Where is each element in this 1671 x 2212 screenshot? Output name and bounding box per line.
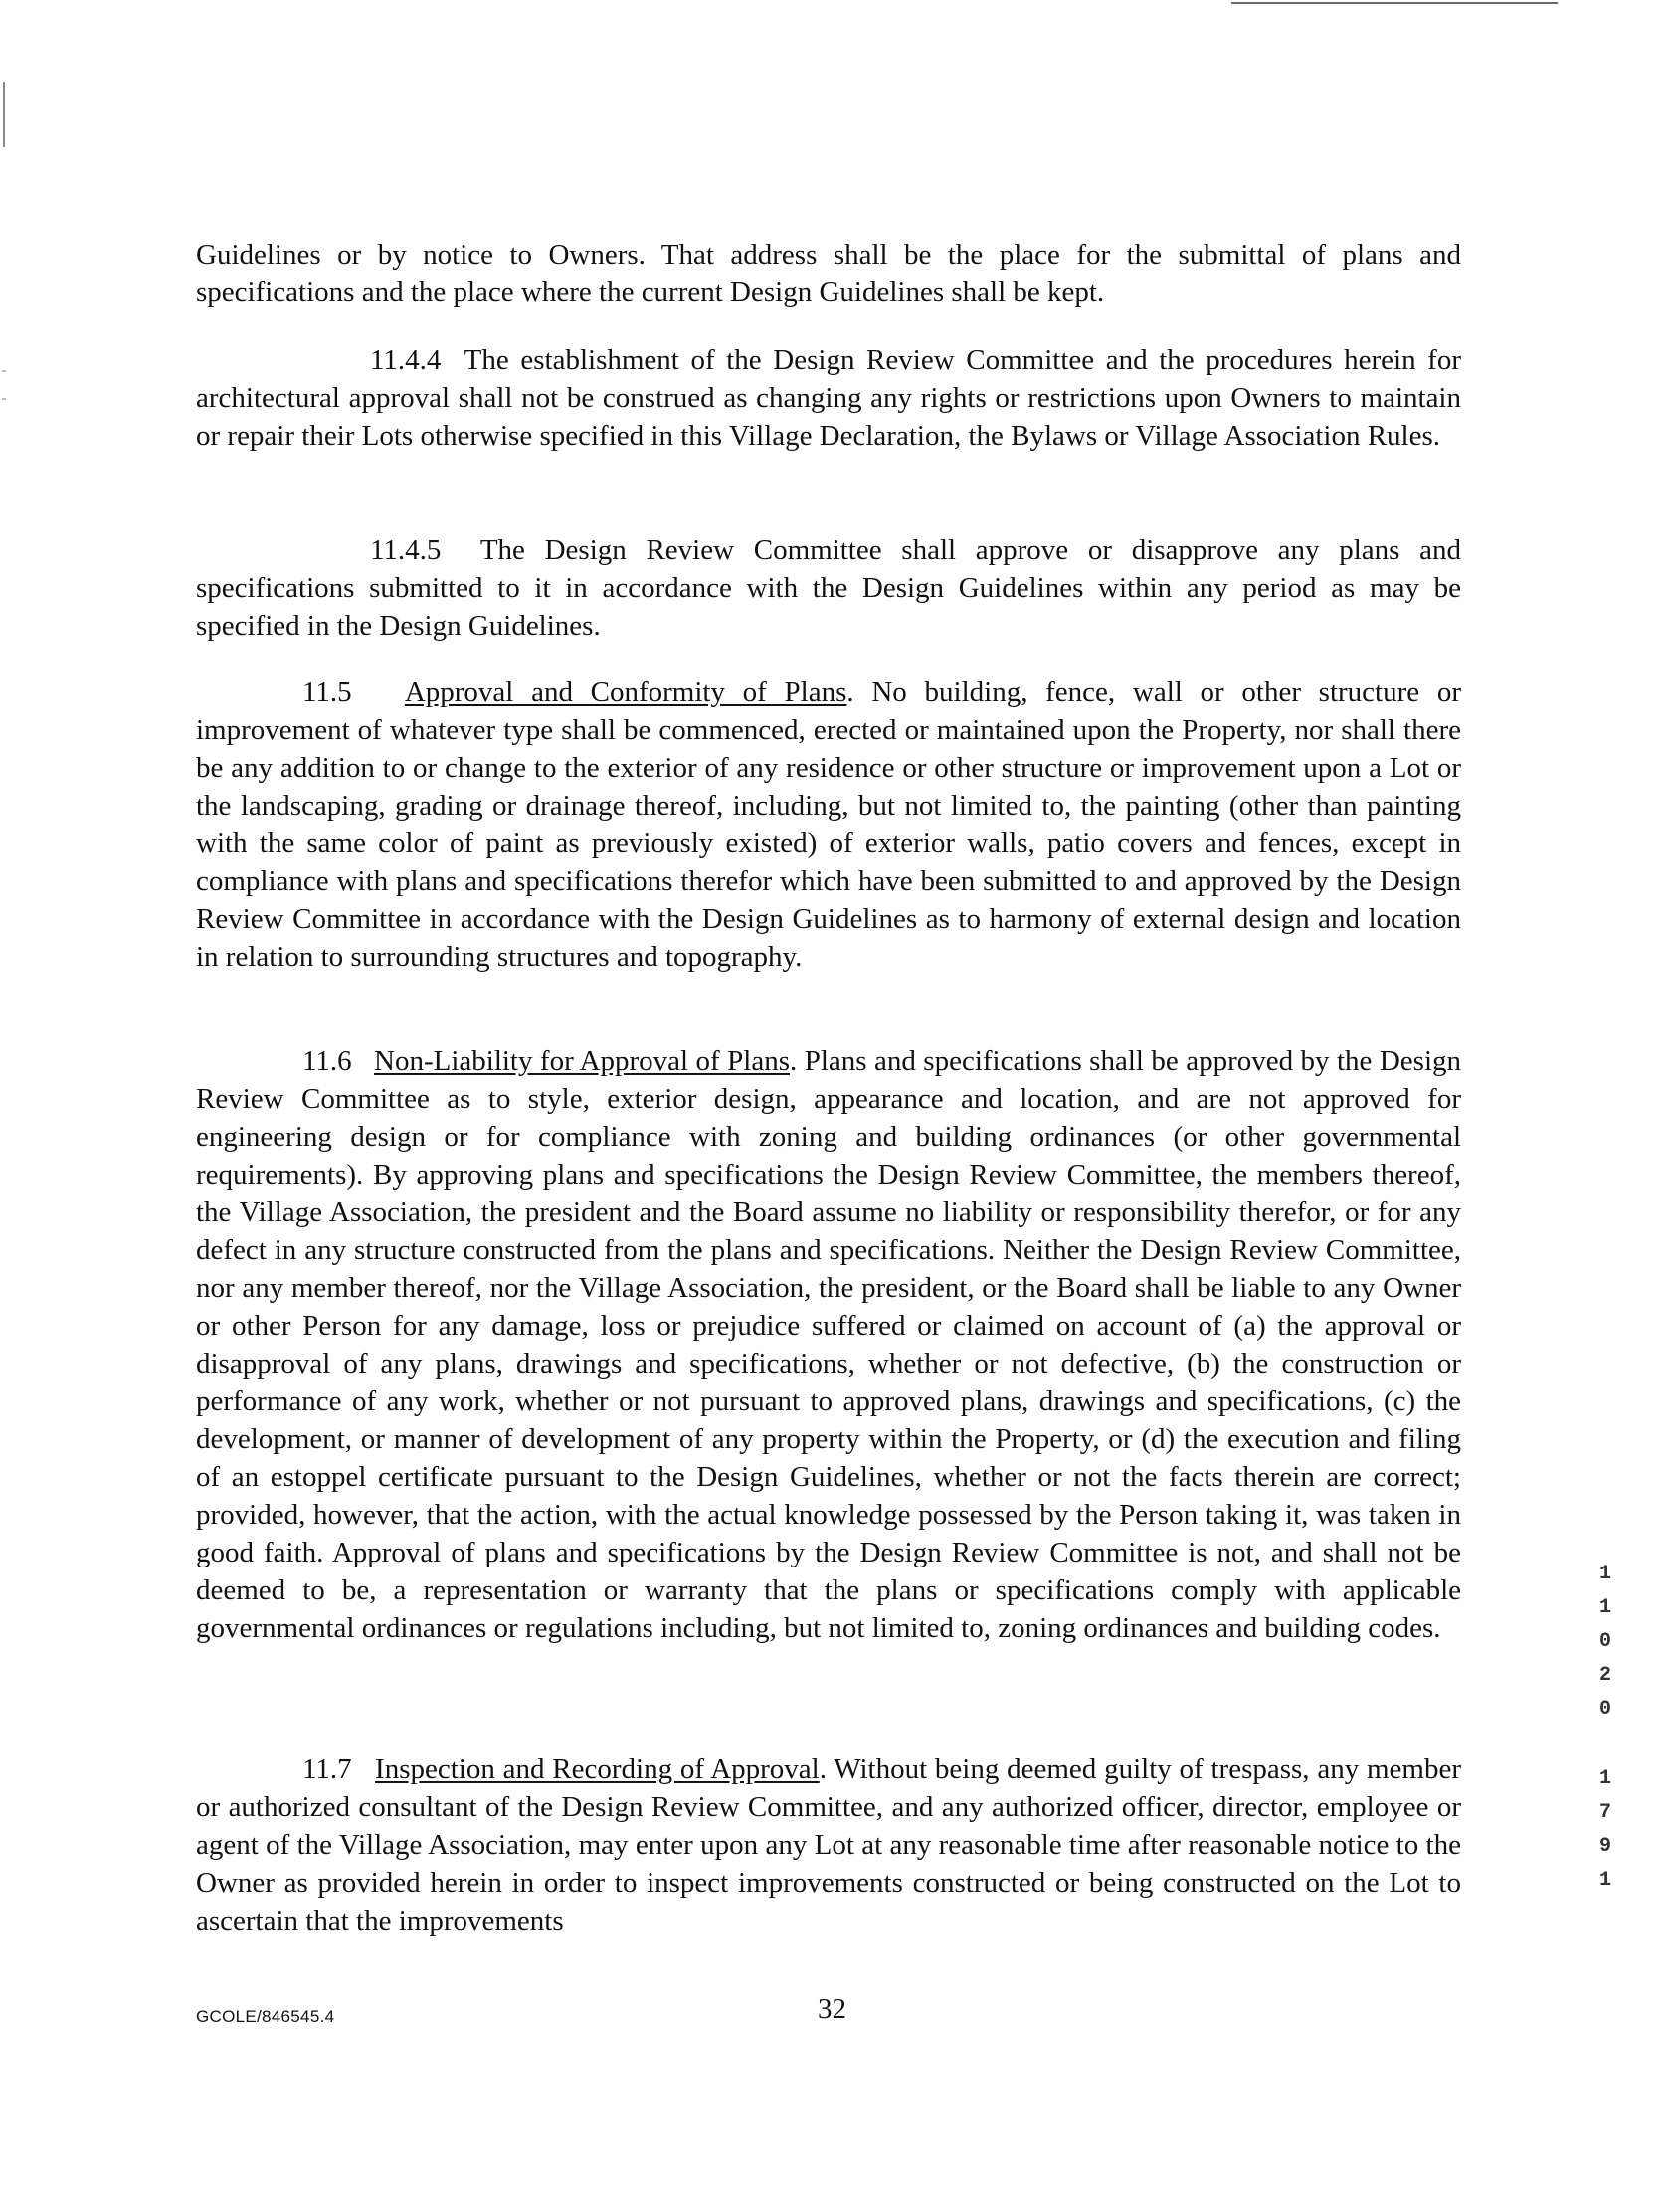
- stamp-digit: 9: [1598, 1835, 1611, 1858]
- left-margin-dot: [2, 398, 6, 400]
- stamp-digit: 7: [1598, 1801, 1611, 1824]
- section-11-5: [196, 673, 1461, 976]
- section-number: 11.4.5: [370, 534, 442, 566]
- section-number: 11.6: [302, 1045, 352, 1077]
- section-number: 11.7: [302, 1753, 352, 1785]
- section-heading: Non-Liability for Approval of Plans: [374, 1045, 790, 1077]
- stamp-digit: 1: [1598, 1869, 1611, 1892]
- paragraph-text: Guidelines or by notice to Owners. That address shall be the place for the submittal of plans and specifications and the place where the current Design Guidelines shall be kept.: [196, 239, 1461, 308]
- paragraph-text: The Design Review Committee shall approve or disapprove any plans and specifications submitted to it in accordance with the Design Guidelines within any period as may be specified in the Design Guidelines.: [196, 534, 1461, 642]
- stamp-digit: 2: [1598, 1664, 1611, 1687]
- section-11-4-4: [196, 341, 1461, 455]
- stamp-digit: 1: [1598, 1596, 1611, 1619]
- stamp-digit: 0: [1598, 1698, 1611, 1721]
- section-11-4-5: [196, 531, 1461, 645]
- section-heading: Inspection and Recording of Approval: [375, 1753, 820, 1785]
- paragraph-text: . Without being deemed guilty of trespass, any member or authorized consultant of the Design Review Committee, and any authorized officer, director, employee or agent of the Village Association, may enter upon any Lot at any reasonable time after reasonable notice to the Owner as provided herein in order to inspect improvements constructed or being constructed on the Lot to ascertain that the improvements: [196, 1753, 1462, 1936]
- section-number: 11.5: [302, 676, 352, 708]
- section-heading: Approval and Conformity of Plans: [404, 676, 847, 708]
- section-11-6: [196, 1042, 1461, 1647]
- left-margin-mark: [3, 82, 5, 147]
- section-number: 11.4.4: [370, 344, 442, 376]
- paragraph-text: . Plans and specifications shall be approved by the Design Review Committee as to style, exterior design, appearance and location, and are not approved for engineering design or for compliance with zoning and building ordinances (or other governmental requirements). By approving plans and specifications the Design Review Committee, the members thereof, the Village Association, the president and the Board assume no liability or responsibility therefor, or for any defect in any structure constructed from the plans and specifications. Neither the Design Review Committee, nor any member thereof, nor the Village Association, the president, or the Board shall be liable to any Owner or other Person for any damage, loss or prejudice suffered or claimed on account of (a) the approval or disapproval of any plans, drawings and specifications, whether or not defective, (b) the construction or performance of any work, whether or not pursuant to approved plans, drawings and specifications, (c) the development, or manner of development of any property within the Property, or (d) the execution and filing of an estoppel certificate pursuant to the Design Guidelines, whether or not the facts therein are correct; provided, however, that the action, with the actual knowledge possessed by the Person taking it, was taken in good faith. Approval of plans and specifications by the Design Review Committee is not, and shall not be deemed to be, a representation or warranty that the plans or specifications comply with applicable governmental ordinances or regulations including, but not limited to, zoning ordinances and building codes.: [196, 1045, 1462, 1644]
- stamp-digit: 1: [1598, 1563, 1611, 1585]
- document-id: GCOLE/846545.4: [196, 2007, 335, 2026]
- side-stamp-upper: [1593, 1558, 1617, 1727]
- stamp-digit: 0: [1598, 1630, 1611, 1653]
- side-stamp-lower: [1593, 1762, 1617, 1898]
- paragraph-text: The establishment of the Design Review Committee and the procedures herein for architectural approval shall not be construed as changing any rights or restrictions upon Owners to maintain or repair their Lots otherwise specified in this Village Declaration, the Bylaws or Village Association Rules.: [196, 344, 1461, 452]
- paragraph-continuation: [196, 236, 1461, 311]
- page-number: 32: [818, 1993, 846, 2025]
- left-margin-dot: [2, 370, 6, 372]
- section-11-7: [196, 1751, 1461, 1939]
- stamp-digit: 1: [1598, 1767, 1611, 1790]
- paragraph-text: . No building, fence, wall or other structure or improvement of whatever type shall be commenced, erected or maintained upon the Property, nor shall there be any addition to or change to the exterior of any residence or other structure or improvement upon a Lot or the landscaping, grading or drainage thereof, including, but not limited to, the painting (other than painting with the same color of paint as previously existed) of exterior walls, patio covers and fences, except in compliance with plans and specifications therefor which have been submitted to and approved by the Design Review Committee in accordance with the Design Guidelines as to harmony of external design and location in relation to surrounding structures and topography.: [196, 676, 1462, 973]
- top-rule: [1231, 2, 1558, 4]
